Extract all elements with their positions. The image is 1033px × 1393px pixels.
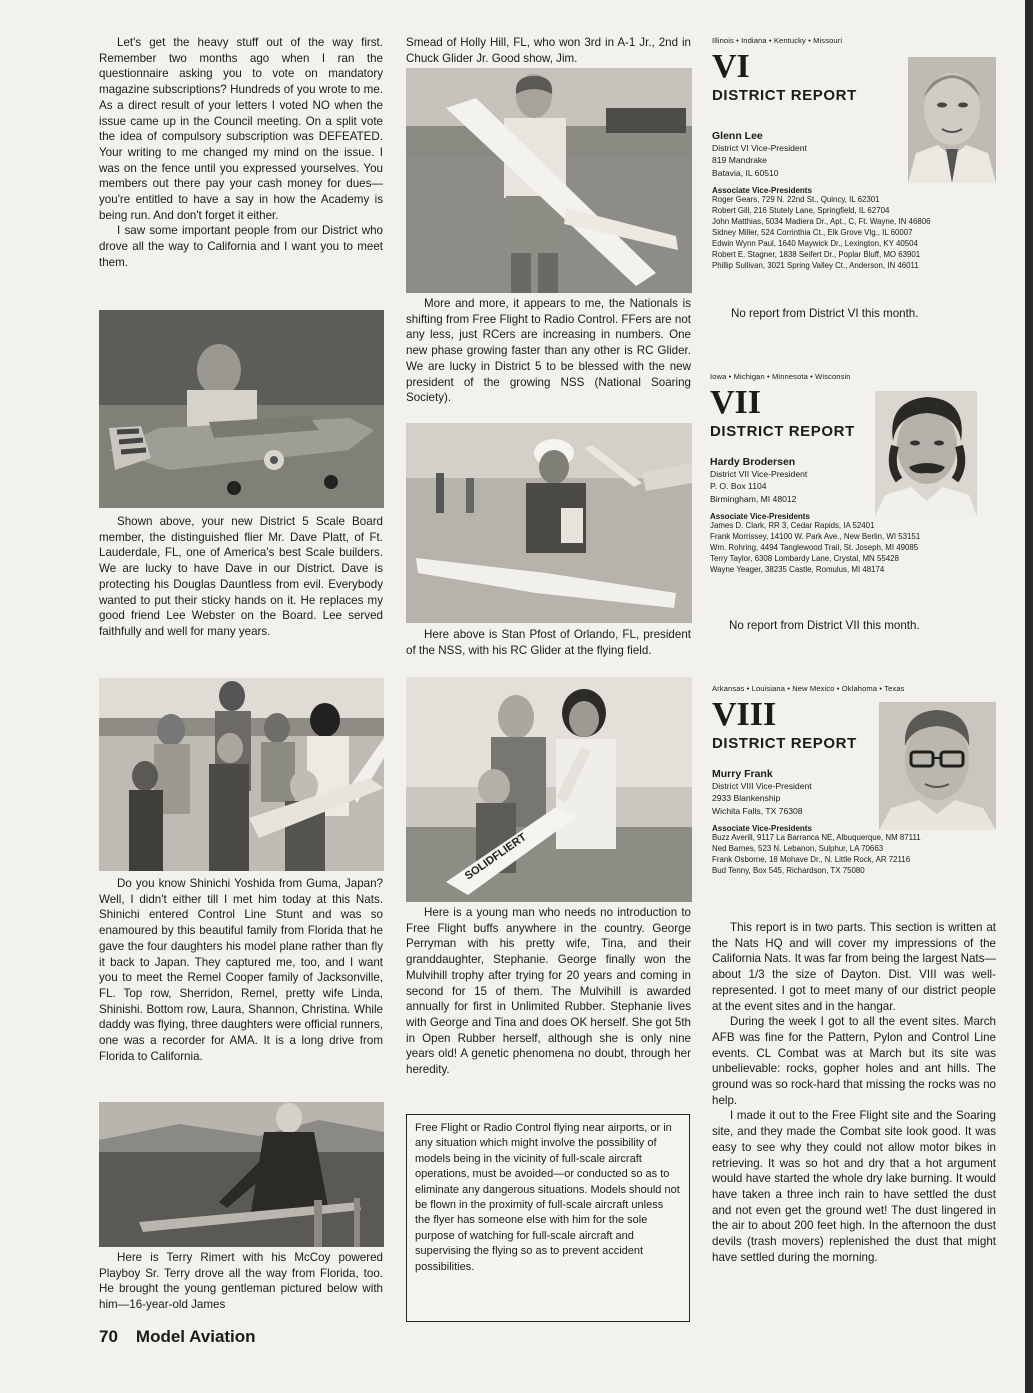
portrait-hardy-brodersen [875,391,977,517]
district-viii-assoc-2: Ned Barnes, 523 N. Lebanon, Sulphur, LA 70663 [712,844,884,854]
photo-dave-platt-dauntless [99,310,384,508]
district-vii-states: Iowa • Michigan • Minnesota • Wisconsin [710,372,851,381]
district-vii-assoc-5: Wayne Yeager, 38235 Castle, Romulus, MI 48174 [710,564,885,574]
magazine-name: Model Aviation [135,1327,256,1346]
district-viii-report-paragraph-3: I made it out to the Free Flight site and the Soaring site, and they made the Combat site look good. It was easy to see why they could not allow motor bikes in retrieving. It was so hot and dry that a hot argument would have started the whole dry lake burning. It would have taken a three inch rain to have settled the dust and not even get the ground wet! The dust lingered in the air to about 200 feet high. In the afternoon the dust devils (trash movers) replenished the dust that might have settled during the morning. [712,1109,996,1264]
district-vii-no-report: No report from District VII this month. [729,619,920,632]
district-vi-vp-name: Glenn Lee [712,130,763,142]
district-viii-title: DISTRICT REPORT [712,735,857,752]
photo-james-smead-glider [406,68,692,293]
district-vi-states: Illinois • Indiana • Kentucky • Missouri [712,36,843,45]
district-viii-assoc-4: Bud Tenny, Box 545, Richardson, TX 75080 [712,865,865,875]
glider-fuselage-lettering: SOLIDFLIERT [462,831,529,883]
column-1-intro [99,35,383,271]
district-vi-assoc-2: Robert Gill, 216 Stutely Lane, Springfield, IL 62704 [712,206,890,216]
district-vii-vp-address-1: P. O. Box 1104 [710,481,767,492]
district-vii-assoc-2: Frank Morrissey, 14100 W. Park Ave., New Berlin, WI 53151 [710,532,921,542]
column-2-intro [406,35,691,66]
intro-paragraph-1: Let's get the heavy stuff out of the way first. Remember two months ago when I ran the questionnaire asking you to vote on mandatory magazine subscriptions? Hundreds of you wrote to me. As a direct result of your letters I voted NO when the issue came up in the Council meeting. On a split vote the idea of compulsory subscription was DEFEATED. Your writing to me changed my mind on the issue. I was on the fence until you expressed yourselves. You members out there pay your cash money for dues—you're entitled to have a say in how the Academy is being run. And don't forget it either. [99,36,383,222]
district-viii-assoc-1: Buzz Averill, 9117 La Barranca NE, Albuquerque, NM 87111 [712,833,921,843]
district-vi-assoc-6: Robert E. Stagner, 1838 Seifert Dr., Poplar Bluff, MO 63901 [712,249,921,259]
caption-terry-rimert [99,1250,383,1313]
district-vii-vp-name: Hardy Brodersen [710,456,796,468]
caption-stan-pfost [406,627,691,658]
intro-paragraph-2: I saw some important people from our District who drove all the way to California and I want you to meet them. [99,224,383,269]
district-vi-vp-address-2: Batavia, IL 60510 [712,167,779,178]
caption-cooper-family-text: Do you know Shinichi Yoshida from Guma, Japan? Well, I didn't either till I met him today at this Nats. Shinichi entered Control Line Stunt and was so enamoured by this beautiful family from Florida that he gave the four daughters his model plane rather than fly it back to Japan. They captured me, too, and I want you to meet the Remel Cooper family of Jacksonville, FL. Top row, Sherridon, Remel, pretty wife Linda, Shinishi. Bottom row, Laura, Shannon, Christina. While daddy was flying, three daughters were official runners, one was a recorder for AMA. It is a long drive from Florida to California. [99,877,383,1063]
caption-dave-platt [99,514,383,640]
district-vii-numeral: VII [710,384,762,421]
column-3-report [712,920,996,1265]
photo-stan-pfost-glider [406,423,692,623]
caption-dave-platt-text: Shown above, your new District 5 Scale Board member, the distinguished flier Mr. Dave Platt, of Ft. Lauderdale, FL, one of America's best Scale builders. We are lucky to have Dave in our District. Dave is protecting his Douglas Dauntless from evil. Everybody wanted to put their sticky hands on it. He replaces my good friend Lee Webster on the Board. Lee served faithfully and well for many years. [99,515,383,638]
page-number: 70 [99,1327,118,1346]
caption-perryman [406,905,691,1078]
district-vi-assoc-3: John Matthias, 5034 Madiera Dr., Apt., C, Ft. Wayne, IN 46806 [712,217,931,227]
photo-perryman-family [406,677,692,902]
district-vii-assoc-1: James D. Clark, RR 3, Cedar Rapids, IA 52401 [710,521,875,531]
caption-terry-rimert-text: Here is Terry Rimert with his McCoy powered Playboy Sr. Terry drove all the way from Florida, too. He brought the young gentleman pictured below with him—16-year-old James [99,1251,383,1312]
safety-notice-text: Free Flight or Radio Control flying near airports, or in any situation which might involve the possibility of models being in the vicinity of full-scale aircraft operations, must be avoided—or conducted so as to eliminate any dangerous situations. Models should not be flown in the proximity of full-scale aircraft unless the flyer has someone else with him for the sole purpose of watching for full-scale aircraft and supervising the flying so as to prevent accident possibilities. [415,1122,680,1273]
district-vi-title: DISTRICT REPORT [712,87,857,104]
district-vi-vp-address-1: 819 Mandrake [712,155,767,166]
district-viii-report-paragraph-2: During the week I got to all the event sites. March AFB was fine for the Pattern, Pylon and Control Line events. CL Combat was at March but its site was unbelievable: rocks, gopher holes and ant hills. The ground was so rock-hard that missing the rocks was no help. [712,1015,996,1107]
district-vi-assoc-1: Roger Gears, 729 N. 22nd St., Quincy, IL 62301 [712,195,880,205]
page-edge-shadow [1025,0,1033,1393]
district-viii-vp-address-2: Wichita Falls, TX 76308 [712,805,803,816]
district-viii-vp-address-1: 2933 Blankenship [712,793,781,804]
photo-cooper-family [99,678,384,871]
district-vii-title: DISTRICT REPORT [710,423,855,440]
caption-perryman-text: Here is a young man who needs no introduction to Free Flight buffs anywhere in the country. George Perryman with his pretty wife, Tina, and their granddaughter, Stephanie. George finally won the Mulvihill trophy after trying for 20 years and coming in second for 15 of them. The Mulvihill is awarded annually for first in Unlimited Rubber. Stephanie lives with George and Tina and does OK herself. She got 5th in Open Rubber herself, although she is only nine years old! A genetic phenomena no doubt, through her heredity. [406,906,691,1077]
safety-notice-box [406,1114,690,1322]
caption-rc-glider-trend-text: More and more, it appears to me, the Nationals is shifting from Free Flight to Radio Control. FFers are not any less, just RCers are increasing in numbers. One new phase growing faster than any other is RC Glider. We are lucky in District 5 to be blessed with the new president of the growing NSS (National Soaring Society). [406,297,691,405]
district-vi-assoc-7: Phillip Sullivan, 3021 Spring Valley Ct., Anderson, IN 46011 [712,260,919,270]
caption-cooper-family [99,876,383,1064]
district-vii-assoc-3: Wm. Rohring, 4494 Tanglewood Trail, St. Joseph, MI 49085 [710,543,919,553]
district-vi-assoc-5: Edwin Wynn Paul, 1640 Maywick Dr., Lexington, KY 40504 [712,238,918,248]
district-vii-assoc-4: Terry Taylor, 6308 Lombardy Lane, Crystal, MN 55428 [710,553,899,563]
portrait-murry-frank [879,702,996,830]
district-viii-assoc-heading: Associate Vice-Presidents [712,824,812,834]
photo-terry-rimert-playboy [99,1102,384,1247]
district-viii-vp-name: Murry Frank [712,768,773,780]
district-viii-numeral: VIII [712,696,777,733]
district-vi-no-report: No report from District VI this month. [731,307,919,320]
page-footer [99,1327,256,1347]
district-viii-states: Arkansas • Louisiana • New Mexico • Oklahoma • Texas [712,684,905,693]
district-viii-vp-title: District VIII Vice-President [712,781,812,791]
district-vii-vp-title: District VII Vice-President [710,469,808,479]
district-vi-assoc-heading: Associate Vice-Presidents [712,186,812,196]
james-smead-continuation: Smead of Holly Hill, FL, who won 3rd in A-1 Jr., 2nd in Chuck Glider Jr. Good show, Jim. [406,36,691,65]
caption-stan-pfost-text: Here above is Stan Pfost of Orlando, FL, president of the NSS, with his RC Glider at the flying field. [406,628,691,657]
caption-rc-glider-trend [406,296,691,406]
district-vi-numeral: VI [712,48,750,85]
district-viii-assoc-3: Frank Osborne, 18 Mohave Dr., N. Little Rock, AR 72116 [712,855,911,865]
portrait-glenn-lee [908,57,996,183]
district-viii-report-paragraph-1: This report is in two parts. This section is written at the Nats HQ and will cover my impressions of the California Nats. It was far from being the largest Nats—about 1/3 the size of Dayton. Dist. VIII was well-represented. I got to meet many of our district people at the event sites and in the hangar. [712,921,996,1013]
district-vi-vp-title: District VI Vice-President [712,143,807,153]
district-vi-assoc-4: Sidney Miller, 524 Corrinthia Ct., Elk Grove Vlg., IL 60007 [712,227,913,237]
district-vii-vp-address-2: Birmingham, MI 48012 [710,493,797,504]
district-vii-assoc-heading: Associate Vice-Presidents [710,512,810,522]
